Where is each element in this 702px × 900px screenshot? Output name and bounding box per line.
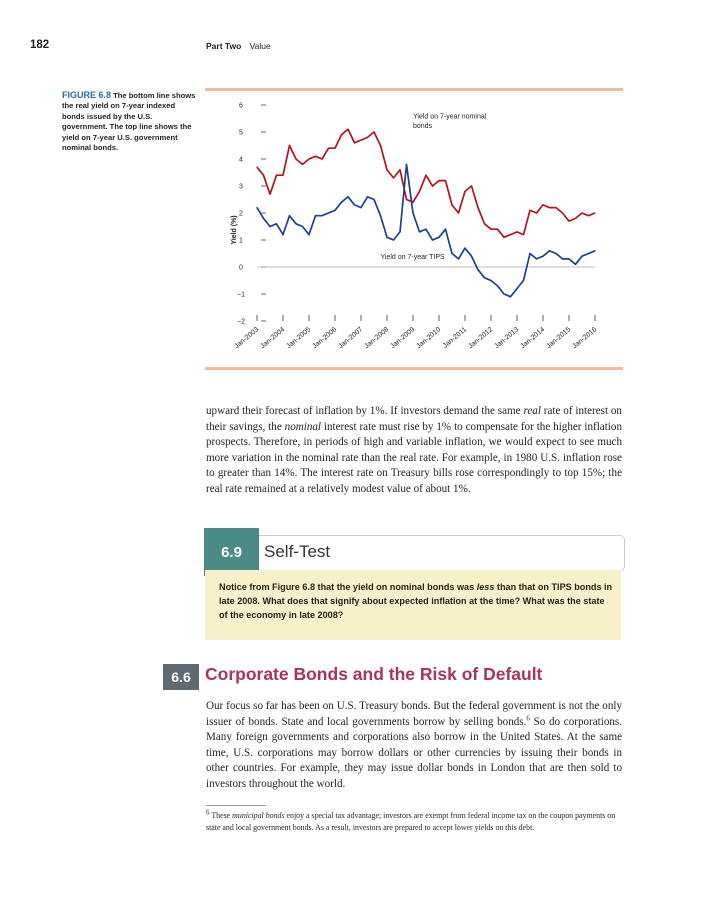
running-head-section: Value <box>249 41 271 51</box>
tips-point <box>477 269 478 270</box>
tips-point <box>510 296 511 297</box>
chart-bottom-rule <box>205 367 623 370</box>
tips-point <box>497 285 498 286</box>
tips-point <box>516 288 517 289</box>
nominal-point <box>594 212 595 213</box>
nominal-point <box>516 231 517 232</box>
tips-point <box>341 202 342 203</box>
nominal-point <box>386 169 387 170</box>
y-axis-label: Yield (%) <box>231 215 238 245</box>
nominal-point <box>503 237 504 238</box>
nominal-point <box>295 158 296 159</box>
nominal-point <box>302 164 303 165</box>
tips-point <box>438 237 439 238</box>
tips-point <box>289 215 290 216</box>
nominal-point <box>347 129 348 130</box>
tips-point <box>367 196 368 197</box>
y-tick-label: 5 <box>239 129 243 137</box>
nominal-point <box>399 169 400 170</box>
nominal-point <box>484 223 485 224</box>
y-tick-label: 4 <box>239 156 243 164</box>
tips-point <box>523 280 524 281</box>
x-tick-label: Jan-2007 <box>337 326 365 351</box>
x-tick-label: Jan-2014 <box>519 326 547 351</box>
tips-yield-line <box>257 164 595 296</box>
nominal-point <box>321 158 322 159</box>
tips-point <box>490 280 491 281</box>
nominal-point <box>523 234 524 235</box>
x-tick-label: Jan-2011 <box>441 326 469 350</box>
tips-point <box>445 229 446 230</box>
tips-point <box>412 212 413 213</box>
tips-point <box>354 204 355 205</box>
tips-point <box>399 231 400 232</box>
tips-point <box>484 277 485 278</box>
self-test-text: Notice from Figure 6.8 that the yield on nominal bonds was less than that on TIPS bonds in late 2008. What does that signify about expected inflation at the time? What was the state of the economy in late 2008? <box>219 582 613 620</box>
tips-point <box>432 239 433 240</box>
nominal-point <box>289 145 290 146</box>
tips-point <box>471 256 472 257</box>
nominal-point <box>256 167 257 168</box>
tips-point <box>315 215 316 216</box>
nominal-point <box>445 180 446 181</box>
tips-point <box>360 207 361 208</box>
x-tick-label: Jan-2008 <box>363 326 391 351</box>
tips-point <box>503 293 504 294</box>
nominal-point <box>315 156 316 157</box>
nominal-point <box>269 194 270 195</box>
nominal-point <box>497 229 498 230</box>
nominal-point <box>471 185 472 186</box>
tips-point <box>334 210 335 211</box>
tips-point <box>373 199 374 200</box>
nominal-point <box>406 199 407 200</box>
x-ticks <box>233 315 598 350</box>
x-tick-label: Jan-2005 <box>285 326 313 351</box>
nominal-point <box>581 212 582 213</box>
body-text: upward their forecast of inflation by 1%. If investors demand the same real rate of interest on their savings, the nominal interest rate must rise by 1% to compensate for the higher inflation prospects. Therefore, in periods of high and variable inflation, we would expect to see much more variation in the nominal rate than the real rate. For example, in 1980 U.S. inflation rose to greater than 14%. The interest rate on Treasury bills rose correspondingly to top 15%; the real rate remained at a relatively modest value of about 1%. <box>206 405 622 495</box>
nominal-point <box>380 145 381 146</box>
page-number: 182 <box>30 39 50 51</box>
tips-point <box>568 258 569 259</box>
nominal-point <box>568 221 569 222</box>
tips-point <box>529 253 530 254</box>
y-tick-label: 2 <box>239 210 243 218</box>
tips-point <box>451 253 452 254</box>
body-paragraph <box>206 404 622 498</box>
series-group <box>256 129 595 298</box>
footnote-ref[interactable]: 6 <box>526 713 530 722</box>
yield-chart <box>205 88 623 378</box>
nominal-point <box>282 175 283 176</box>
tips-point <box>536 258 537 259</box>
self-test-badge: 6.9 <box>204 528 259 576</box>
nominal-point <box>425 175 426 176</box>
nominal-point <box>555 207 556 208</box>
tips-point <box>263 218 264 219</box>
tips-point <box>386 237 387 238</box>
nominal-point <box>529 210 530 211</box>
y-tick-label: 1 <box>239 237 243 245</box>
footnote-text: These municipal bonds enjoy a special tax advantage; investors are exempt from federal income tax on the coupon payments on state and local government bonds. As a result, investors are prepared to accept lower yields on this debt. <box>206 811 616 832</box>
section-badge: 6.6 <box>163 664 199 690</box>
nominal-point <box>542 204 543 205</box>
nominal-point <box>477 207 478 208</box>
tips-point <box>276 223 277 224</box>
nominal-point <box>549 207 550 208</box>
footnote <box>206 810 622 834</box>
series-annotation: bonds <box>413 122 433 130</box>
footnote-marker: 6 <box>206 808 210 817</box>
nominal-point <box>588 215 589 216</box>
nominal-point <box>510 234 511 235</box>
nominal-point <box>334 148 335 149</box>
tips-point <box>308 234 309 235</box>
footnote-rule <box>206 805 266 806</box>
tips-point <box>588 253 589 254</box>
x-tick-label: Jan-2006 <box>311 326 339 351</box>
y-tick-label: −2 <box>237 318 245 326</box>
tips-point <box>562 258 563 259</box>
tips-point <box>282 234 283 235</box>
x-tick-label: Jan-2004 <box>259 326 287 351</box>
nominal-point <box>354 142 355 143</box>
running-head <box>206 41 271 51</box>
tips-point <box>295 223 296 224</box>
self-test-title: Self-Test <box>264 542 331 561</box>
figure-caption-text: The bottom line shows the real yield on 7-year indexed bonds issued by the U.S. government. The top line shows the yield on 7-year U.S. government nominal bonds. <box>62 91 196 153</box>
figure-caption <box>62 90 197 153</box>
nominal-point <box>536 212 537 213</box>
x-tick-label: Jan-2016 <box>571 326 599 351</box>
nominal-point <box>373 131 374 132</box>
nominal-point <box>432 185 433 186</box>
tips-point <box>321 215 322 216</box>
tips-point <box>542 256 543 257</box>
nominal-point <box>419 191 420 192</box>
tips-point <box>347 196 348 197</box>
nominal-point <box>490 229 491 230</box>
tips-point <box>256 207 257 208</box>
section-title: Corporate Bonds and the Risk of Default <box>205 664 543 684</box>
tips-point <box>458 258 459 259</box>
tips-point <box>464 248 465 249</box>
series-annotation: Yield on 7-year TIPS <box>380 253 445 261</box>
nominal-point <box>464 191 465 192</box>
series-annotation: Yield on 7-year nominal <box>413 113 487 121</box>
chart-top-rule <box>205 88 623 91</box>
nominal-point <box>393 177 394 178</box>
nominal-point <box>341 134 342 135</box>
x-tick-label: Jan-2010 <box>415 326 443 351</box>
nominal-point <box>438 180 439 181</box>
tips-point <box>425 229 426 230</box>
y-tick-label: 6 <box>239 102 243 110</box>
nominal-point <box>263 175 264 176</box>
nominal-point <box>276 175 277 176</box>
x-tick-label: Jan-2013 <box>493 326 521 351</box>
x-tick-label: Jan-2012 <box>467 326 495 351</box>
tips-point <box>575 264 576 265</box>
nominal-point <box>367 137 368 138</box>
nominal-point <box>328 148 329 149</box>
tips-point <box>594 250 595 251</box>
nominal-point <box>360 140 361 141</box>
nominal-point <box>412 202 413 203</box>
tips-point <box>302 226 303 227</box>
tips-point <box>269 226 270 227</box>
tips-point <box>549 250 550 251</box>
section-text-cont: So do corporations. Many foreign governments and corporations also borrow in the United States. At the same time, U.S. corporations may borrow dollars or other currencies by issuing their bonds in other countries. For example, they may issue dollar bonds in London that are then sold to investors throughout the world. <box>206 715 623 790</box>
y-tick-label: 3 <box>239 183 243 191</box>
nominal-point <box>308 158 309 159</box>
tips-point <box>393 239 394 240</box>
tips-point <box>406 164 407 165</box>
tips-point <box>555 253 556 254</box>
tips-point <box>380 215 381 216</box>
tips-point <box>328 212 329 213</box>
tips-point <box>581 256 582 257</box>
figure-label: FIGURE 6.8 <box>62 90 112 100</box>
nominal-point <box>451 204 452 205</box>
nominal-point <box>458 212 459 213</box>
section-text: Our focus so far has been on U.S. Treasury bonds. But the federal government is not the only issuer of bonds. State and local governments borrow by selling bonds. <box>206 700 622 728</box>
x-tick-label: Jan-2009 <box>389 326 417 351</box>
nominal-yield-line <box>257 129 595 237</box>
nominal-point <box>562 212 563 213</box>
y-tick-label: 0 <box>239 264 243 272</box>
section-paragraph <box>206 699 622 793</box>
nominal-point <box>575 218 576 219</box>
x-tick-label: Jan-2003 <box>233 326 261 351</box>
y-tick-label: −1 <box>237 291 245 299</box>
tips-point <box>419 231 420 232</box>
running-head-part: Part Two <box>206 41 242 51</box>
x-tick-label: Jan-2015 <box>545 326 573 351</box>
